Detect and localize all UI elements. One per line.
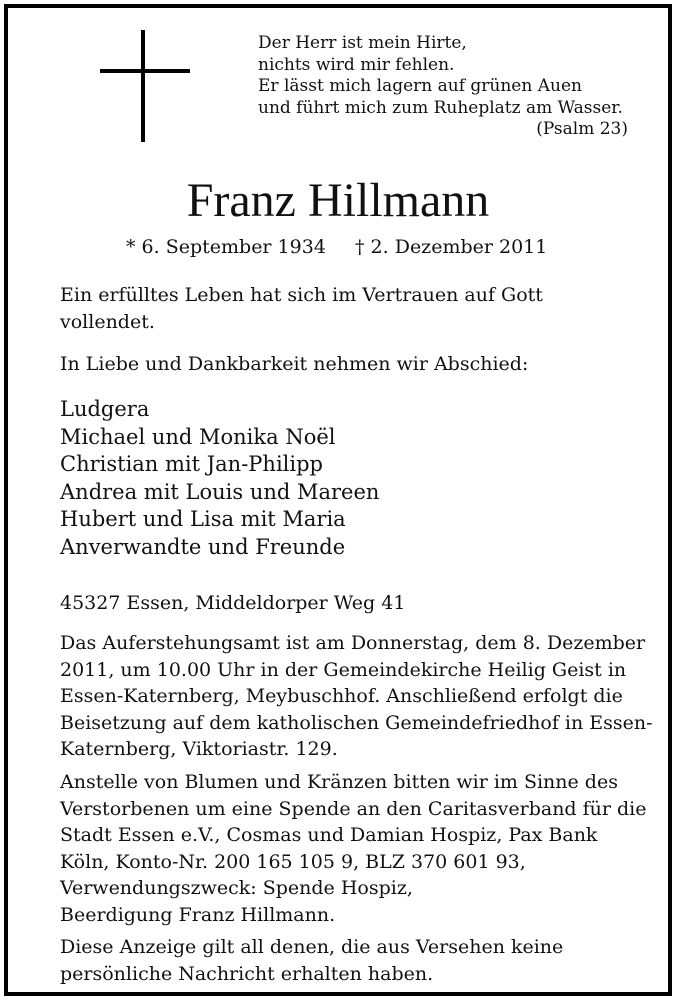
- mourner-name: Hubert und Lisa mit Maria: [60, 507, 346, 531]
- service-line: Katernberg, Viktoriastr. 129.: [60, 738, 338, 760]
- closing-line: Diese Anzeige gilt all denen, die aus Versehen keine: [60, 936, 564, 958]
- intro-line: vollendet.: [60, 310, 155, 333]
- mourner-name: Anverwandte und Freunde: [60, 534, 346, 559]
- intro-text: [60, 282, 640, 335]
- mourner-name: Andrea mit Louis und Mareen: [60, 479, 380, 504]
- closing-note: [60, 934, 640, 987]
- donation-line: Verwendungszweck: Spende Hospiz,: [60, 877, 413, 899]
- mourner-name: Michael und Monika Noël: [60, 424, 336, 449]
- closing-line: persönliche Nachricht erhalten haben.: [60, 962, 434, 985]
- donation-line: Stadt Essen e.V., Cosmas und Damian Hospiz, Pax Bank: [60, 824, 598, 846]
- farewell-line: In Liebe und Dankbarkeit nehmen wir Abschied:: [60, 353, 529, 375]
- death-date: † 2. Dezember 2011: [355, 236, 548, 258]
- family-address: [60, 590, 640, 617]
- service-info: [60, 630, 653, 763]
- deceased-name: Franz Hillmann: [186, 174, 490, 227]
- service-line: 2011, um 10.00 Uhr in der Gemeindekirche Heilig Geist in: [60, 658, 627, 681]
- psalm-line: Er lässt mich lagern auf grünen Auen: [258, 76, 582, 96]
- psalm-line: und führt mich zum Ruheplatz am Wasser.: [258, 97, 623, 118]
- donation-line: Verstorbenen um eine Spende an den Caritasverband für die: [60, 797, 647, 820]
- donation-line: Anstelle von Blumen und Kränzen bitten wir im Sinne des: [60, 771, 618, 793]
- service-line: Beisetzung auf dem katholischen Gemeindefriedhof in Essen-: [60, 711, 653, 734]
- intro-line: Ein erfülltes Leben hat sich im Vertrauen auf Gott: [60, 284, 543, 306]
- birth-date: * 6. September 1934: [126, 236, 326, 258]
- farewell-text: [60, 351, 640, 378]
- service-line: Das Auferstehungsamt ist am Donnerstag, dem 8. Dezember: [60, 632, 646, 654]
- donation-line: Köln, Konto-Nr. 200 165 105 9, BLZ 370 601 93,: [60, 850, 526, 873]
- life-dates: [0, 232, 676, 262]
- donation-line: Beerdigung Franz Hillmann.: [60, 903, 336, 926]
- cross-icon: [100, 30, 190, 142]
- psalm-line: Der Herr ist mein Hirte,: [258, 33, 467, 53]
- address-line: 45327 Essen, Middeldorper Weg 41: [60, 592, 406, 614]
- psalm-reference: (Psalm 23): [536, 119, 628, 139]
- mourners-list: [60, 396, 640, 561]
- service-line: Essen-Katernberg, Meybuschhof. Anschließend erfolgt die: [60, 685, 623, 707]
- psalm-line: nichts wird mir fehlen.: [258, 54, 455, 75]
- donation-info: [60, 769, 647, 928]
- mourner-name: Christian mit Jan-Philipp: [60, 452, 323, 476]
- psalm-quote: [258, 33, 628, 141]
- mourner-name: Ludgera: [60, 397, 150, 421]
